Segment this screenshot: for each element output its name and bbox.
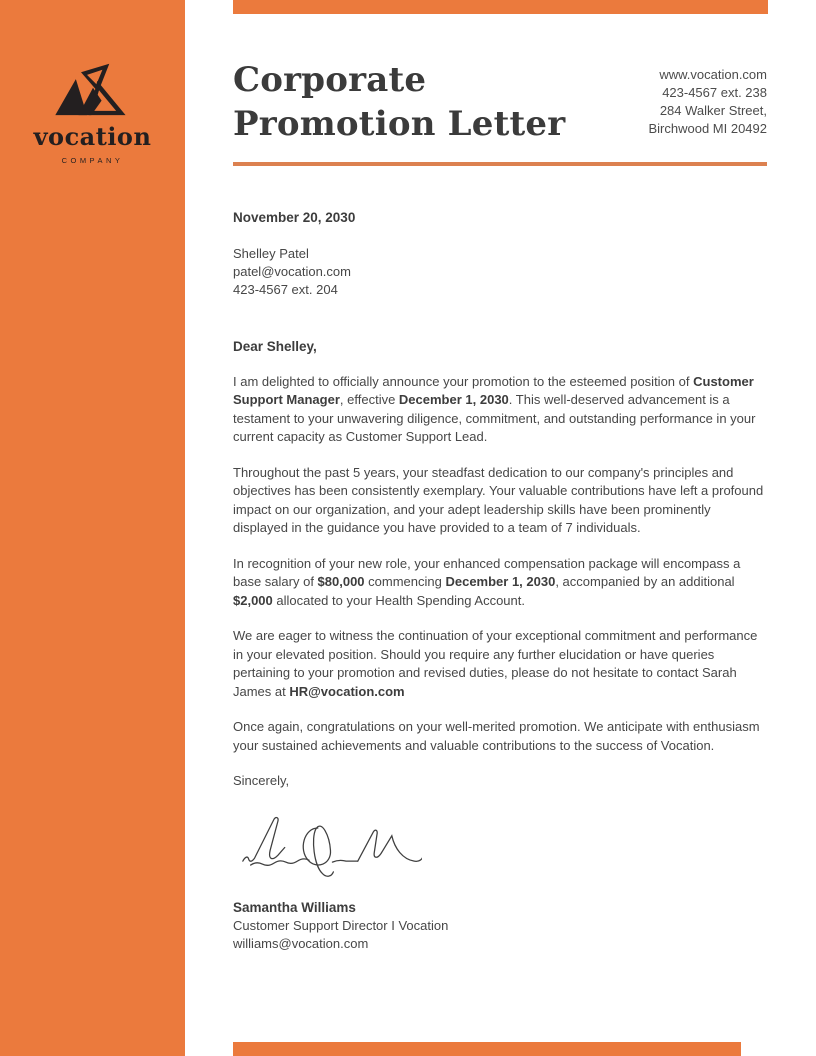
company-contact: www.vocation.com 423-4567 ext. 238 284 Walker Street, Birchwood MI 20492 [648,67,767,136]
bottom-accent-bar [233,1042,741,1056]
body-paragraph-4: We are eager to witness the continuation of your exceptional commitment and performance in your elevated position. Should you require any further elucidation or have queries pertaining to your promotion and revised duties, please do not hesitate to contact Sarah James at HR@vocation.com [233,628,758,699]
body-paragraph-2: Throughout the past 5 years, your steadfast dedication to our company's principles and objectives has been consistently exemplary. Your valuable contributions have left a profound impact on our organization, and your adept leadership skills have been prominently displayed in the guidance you have provided to a team of 7 individuals. [233,464,764,535]
logo-name: vocation [33,122,152,151]
recipient-block: Shelley Patel patel@vocation.com 423-4567 ext. 204 [233,245,351,297]
salutation: Dear Shelley, [233,338,317,354]
letter-date: November 20, 2030 [233,209,356,225]
body-paragraph-1: I am delighted to officially announce your promotion to the esteemed position of Customer Support Manager, effective December 1, 2030. This well-deserved advancement is a testament to your unwavering diligence, commitment, and outstanding performance in your current capacity as Customer Support Lead. [233,373,756,444]
signature-image [237,805,767,897]
body-paragraph-3: In recognition of your new role, your enhanced compensation package will encompass a base salary of $80,000 commencing December 1, 2030, accompanied by an additional $2,000 allocated to your Health Spending Account. [233,555,741,608]
letter-body [233,209,767,953]
signer-role: Customer Support Director I Vocation [233,917,449,933]
letter-header [233,58,767,146]
signer-name: Samantha Williams [233,899,356,915]
body-paragraph-5: Once again, congratulations on your well-merited promotion. We anticipate with enthusiasm your sustained achievements and valuable contributions to the success of Vocation. [233,719,760,753]
letter-title-line1: Corporate [233,60,427,100]
vocation-logo-icon [50,62,136,122]
letter-title-line2: Promotion Letter [233,104,566,144]
closing: Sincerely, [233,773,290,788]
title-divider [233,162,767,166]
brand-sidebar [0,0,185,1056]
signer-email: williams@vocation.com [233,935,369,951]
letter-content [233,0,767,953]
logo-tagline: COMPANY [61,156,124,166]
handwritten-signature-icon [237,805,422,891]
letter-title [233,58,565,146]
brand-logo [0,62,185,165]
